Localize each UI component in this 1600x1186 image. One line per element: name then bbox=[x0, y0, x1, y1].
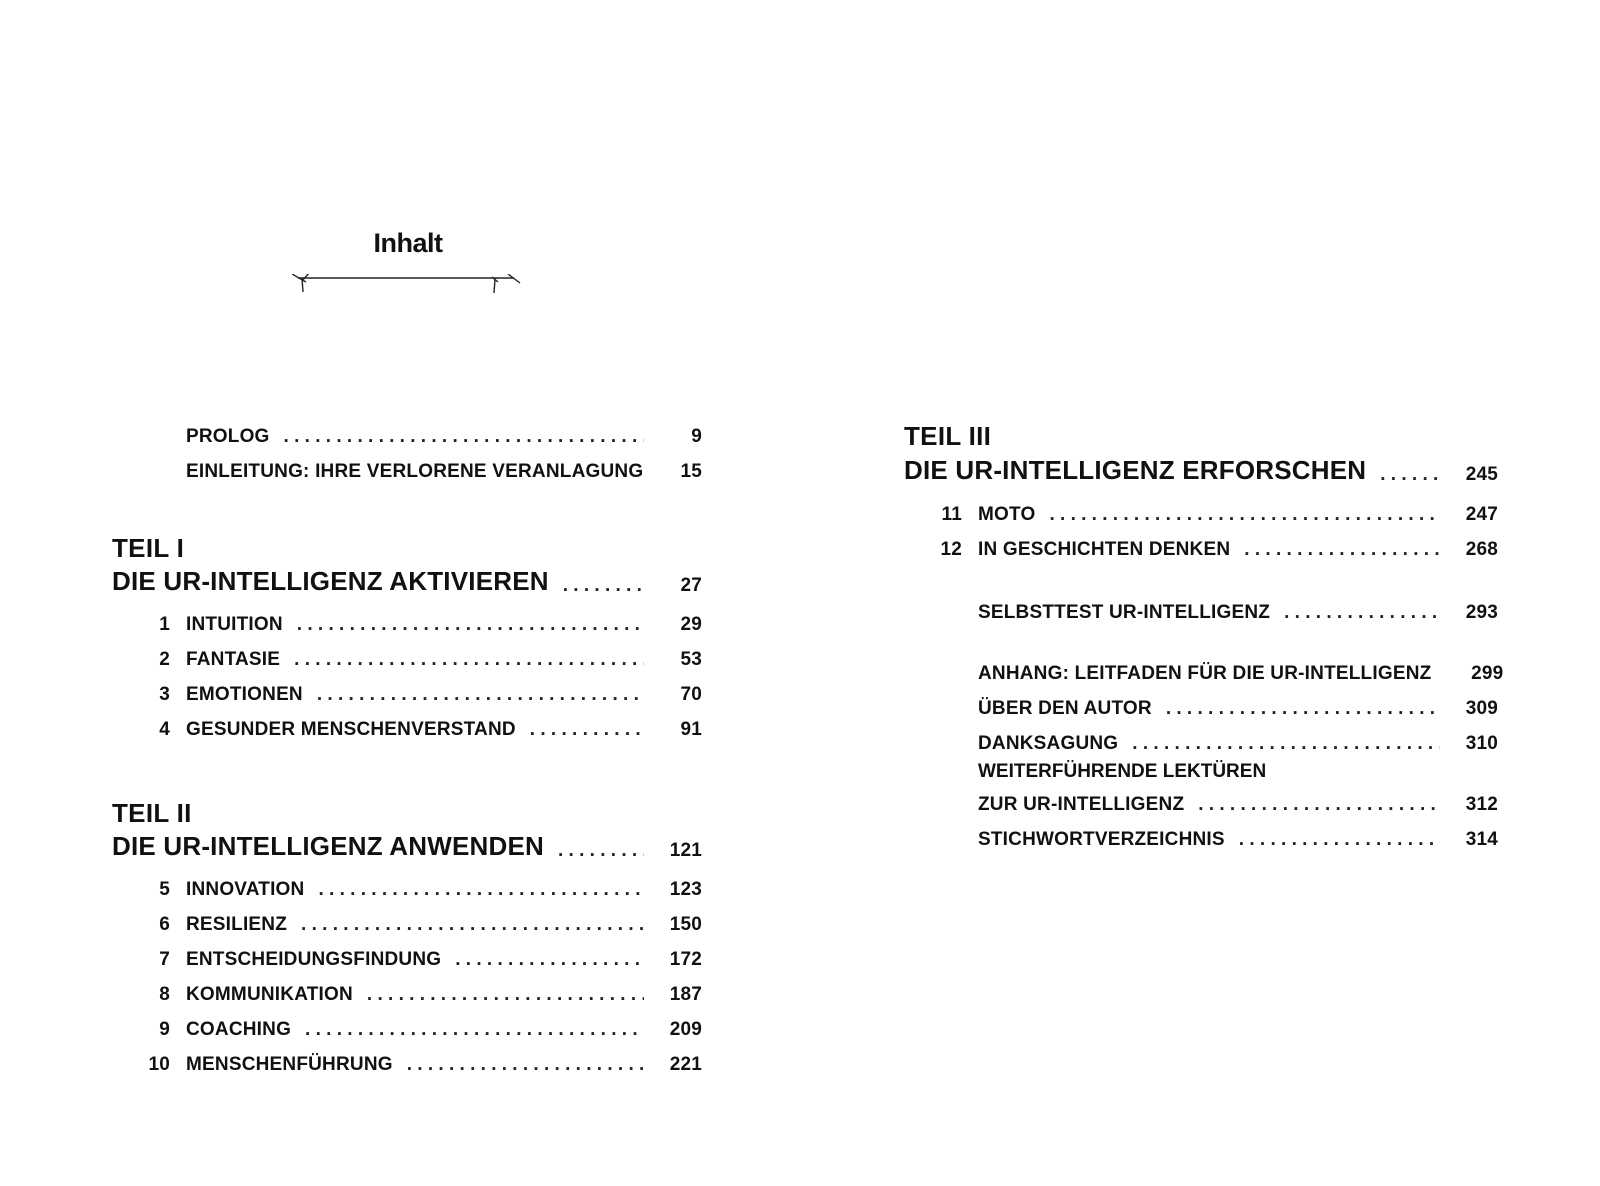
chapter-number: 10 bbox=[148, 1054, 170, 1075]
chapter-number: 2 bbox=[159, 649, 170, 670]
chapter-number: 6 bbox=[159, 914, 170, 935]
entry-page: 70 bbox=[680, 684, 702, 705]
entry-page: 209 bbox=[669, 1019, 702, 1040]
chapter-number: 8 bbox=[159, 984, 170, 1005]
entry-page: 247 bbox=[1465, 504, 1498, 525]
chapter-entry[interactable] bbox=[159, 608, 702, 636]
entry-label: GESUNDER MENSCHENVERSTAND bbox=[186, 719, 516, 740]
entry-page: 29 bbox=[680, 614, 702, 635]
leader-dots bbox=[297, 614, 644, 636]
entry-page: 91 bbox=[680, 719, 702, 740]
entry-page: 310 bbox=[1465, 733, 1498, 754]
chapter-entry[interactable] bbox=[159, 713, 702, 741]
entry-page: 221 bbox=[669, 1054, 702, 1075]
entry-label-line2: ZUR UR-INTELLIGENZ bbox=[978, 794, 1185, 815]
chapter-entry[interactable] bbox=[159, 1013, 702, 1041]
toc-entry-anhang[interactable] bbox=[978, 657, 1504, 685]
part-1-title: DIE UR-INTELLIGENZ AKTIVIEREN bbox=[112, 566, 549, 596]
leader-dots bbox=[301, 914, 644, 936]
leader-dots bbox=[318, 879, 644, 901]
part-2-entry[interactable] bbox=[112, 830, 702, 862]
entry-page: 314 bbox=[1465, 829, 1498, 850]
chapter-entry[interactable] bbox=[148, 1048, 702, 1076]
entry-label: STICHWORTVERZEICHNIS bbox=[978, 829, 1225, 850]
chapter-entry[interactable] bbox=[941, 498, 1498, 526]
entry-page: 121 bbox=[669, 840, 702, 861]
entry-page: 15 bbox=[680, 461, 702, 482]
chapter-entry[interactable] bbox=[159, 643, 702, 671]
entry-label: EINLEITUNG: IHRE VERLORENE VERANLAGUNG bbox=[186, 461, 644, 482]
entry-page: 27 bbox=[680, 575, 702, 596]
part-2-label: TEIL II bbox=[112, 798, 192, 828]
entry-page: 9 bbox=[691, 426, 702, 447]
entry-label: ANHANG: LEITFADEN FÜR DIE UR-INTELLIGENZ bbox=[978, 663, 1432, 684]
entry-label: EMOTIONEN bbox=[186, 684, 303, 705]
entry-page: 150 bbox=[669, 914, 702, 935]
chapter-number: 4 bbox=[159, 719, 170, 740]
toc-entry-stichwort[interactable] bbox=[978, 823, 1498, 851]
chapter-number: 7 bbox=[159, 949, 170, 970]
entry-page: 245 bbox=[1465, 464, 1498, 485]
chapter-entry[interactable] bbox=[159, 873, 702, 901]
entry-page: 187 bbox=[669, 984, 702, 1005]
leader-dots bbox=[1132, 733, 1440, 755]
chapter-entry[interactable] bbox=[159, 943, 702, 971]
toc-heading: Inhalt bbox=[373, 228, 443, 258]
leader-dots bbox=[563, 575, 644, 597]
chapter-entry[interactable] bbox=[940, 533, 1498, 561]
part-1-entry[interactable] bbox=[112, 565, 702, 597]
leader-dots bbox=[1049, 504, 1440, 526]
toc-entry-lektueren[interactable] bbox=[978, 788, 1498, 816]
leader-dots bbox=[1244, 539, 1440, 561]
chapter-number: 9 bbox=[159, 1019, 170, 1040]
leader-dots bbox=[317, 684, 644, 706]
entry-label: DANKSAGUNG bbox=[978, 733, 1119, 754]
entry-label: COACHING bbox=[186, 1019, 292, 1040]
chapter-number: 1 bbox=[159, 614, 170, 635]
toc-entry-danksagung[interactable] bbox=[978, 727, 1498, 755]
entry-label: PROLOG bbox=[186, 426, 270, 447]
entry-page: 312 bbox=[1465, 794, 1498, 815]
entry-label: MENSCHENFÜHRUNG bbox=[186, 1054, 393, 1075]
leader-dots bbox=[305, 1019, 644, 1041]
entry-page: 123 bbox=[669, 879, 702, 900]
chapter-entry[interactable] bbox=[159, 908, 702, 936]
ornament-divider bbox=[292, 274, 522, 300]
entry-label: KOMMUNIKATION bbox=[186, 984, 353, 1005]
entry-label: INNOVATION bbox=[186, 879, 305, 900]
toc-entry-prolog[interactable] bbox=[186, 420, 702, 448]
chapter-number: 11 bbox=[941, 504, 962, 525]
entry-page: 53 bbox=[680, 649, 702, 670]
entry-label: ÜBER DEN AUTOR bbox=[978, 698, 1152, 719]
part-2-title: DIE UR-INTELLIGENZ ANWENDEN bbox=[112, 831, 544, 861]
leader-dots bbox=[1239, 829, 1440, 851]
entry-page: 293 bbox=[1465, 602, 1498, 623]
entry-page: 268 bbox=[1465, 539, 1498, 560]
entry-label: SELBSTTEST UR-INTELLIGENZ bbox=[978, 602, 1271, 623]
chapter-number: 5 bbox=[159, 879, 170, 900]
leader-dots bbox=[558, 840, 644, 862]
leader-dots bbox=[1284, 602, 1440, 624]
leader-dots bbox=[1166, 698, 1440, 720]
part-3-title: DIE UR-INTELLIGENZ ERFORSCHEN bbox=[904, 455, 1367, 485]
leader-dots bbox=[1198, 794, 1440, 816]
leader-dots bbox=[367, 984, 644, 1006]
toc-entry-einleitung[interactable] bbox=[186, 455, 702, 483]
part-3-entry[interactable] bbox=[904, 454, 1498, 486]
leader-dots bbox=[455, 949, 644, 971]
entry-label: ENTSCHEIDUNGSFINDUNG bbox=[186, 949, 442, 970]
toc-entry-selbsttest[interactable] bbox=[978, 596, 1498, 624]
chapter-number: 12 bbox=[940, 539, 962, 560]
chapter-number: 3 bbox=[159, 684, 170, 705]
chapter-entry[interactable] bbox=[159, 678, 702, 706]
leader-dots bbox=[284, 426, 644, 448]
entry-label: IN GESCHICHTEN DENKEN bbox=[978, 539, 1231, 560]
entry-page: 172 bbox=[669, 949, 702, 970]
entry-page: 299 bbox=[1471, 663, 1504, 684]
leader-dots bbox=[530, 719, 644, 741]
entry-label-line1: WEITERFÜHRENDE LEKTÜREN bbox=[978, 761, 1267, 782]
entry-label: RESILIENZ bbox=[186, 914, 288, 935]
part-1-label: TEIL I bbox=[112, 533, 185, 563]
leader-dots bbox=[294, 649, 644, 671]
chapter-entry[interactable] bbox=[159, 978, 702, 1006]
entry-page: 309 bbox=[1465, 698, 1498, 719]
toc-entry-autor[interactable] bbox=[978, 692, 1498, 720]
leader-dots bbox=[1380, 464, 1440, 486]
leader-dots bbox=[407, 1054, 644, 1076]
entry-label: FANTASIE bbox=[186, 649, 281, 670]
entry-label: INTUITION bbox=[186, 614, 283, 635]
entry-label: MOTO bbox=[978, 504, 1036, 525]
part-3-label: TEIL III bbox=[904, 421, 992, 451]
